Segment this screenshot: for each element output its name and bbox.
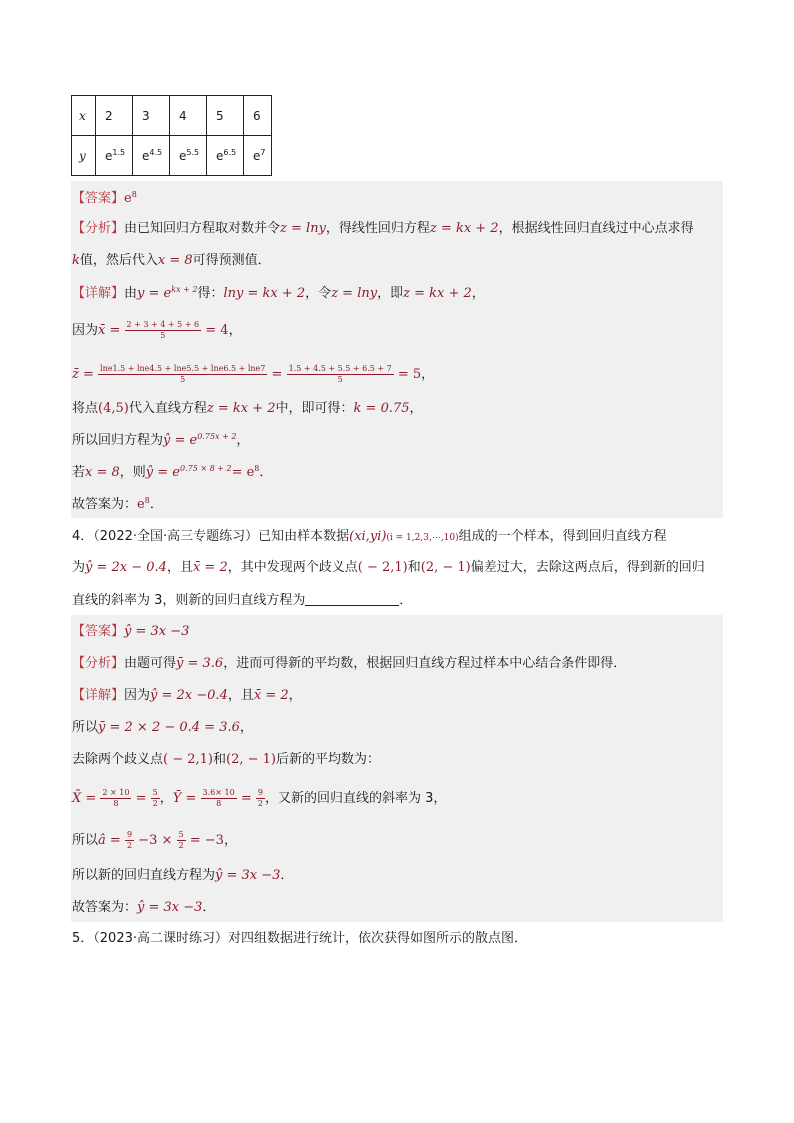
y-base: e [142, 148, 150, 163]
detail-text: 因为 [72, 323, 99, 338]
math-expr: = e [231, 465, 255, 480]
y-cell [133, 136, 170, 176]
analysis-text: ，进而可得新的平均数，根据回归直线方程过样本中心结合条件即得． [223, 656, 627, 671]
math-expr: x̄ = [98, 323, 121, 338]
math-expr: Ȳ = [172, 791, 197, 806]
detail-text: 中，即可得： [275, 401, 354, 416]
math-expr: = [240, 791, 252, 806]
point-line [72, 400, 423, 418]
fraction [125, 830, 134, 851]
detail-text: ， [236, 433, 250, 448]
detail-text: ． [202, 900, 216, 915]
fraction [98, 364, 267, 385]
math-expr: z = kx + 2 [206, 401, 276, 416]
math-expr: = −3 [189, 833, 224, 848]
zbar-line [72, 364, 434, 385]
detail-text: ，即 [377, 286, 404, 301]
stem-text: 4．（2022·全国·高三专题练习）已知由样本数据 [72, 529, 350, 544]
stem-text: 和 [407, 560, 421, 575]
y-cell [207, 136, 244, 176]
answer-line-q4 [72, 623, 189, 641]
analysis-text: 由已知回归方程取对数并令 [124, 221, 281, 236]
detail-text: ， [471, 286, 485, 301]
math-expr: = 4 [205, 323, 229, 338]
stem-text: 组成的一个样本，得到回归直线方程 [458, 529, 667, 544]
detail-text: 所以 [72, 720, 99, 735]
fraction-denominator: 8 [113, 799, 119, 808]
detail-text: 和 [213, 752, 227, 767]
x-cell: 2 [96, 96, 133, 136]
math-expr: (2, − 1) [226, 752, 276, 767]
fraction [256, 788, 265, 809]
x-cell: 5 [207, 96, 244, 136]
detail-text: 若 [72, 465, 86, 480]
math-expr: ŷ = 3x −3 [137, 900, 203, 915]
xbar-line [72, 320, 242, 341]
math-expr: ŷ = e [163, 433, 198, 448]
fraction-denominator: 2 [257, 799, 263, 808]
math-expr: z = lny [280, 221, 326, 236]
y-exponent: 6.5 [223, 147, 237, 157]
math-exponent: 8 [144, 496, 150, 505]
math-expr: ŷ = 2x −0.4 [150, 688, 228, 703]
math-expr: (2, − 1) [420, 560, 471, 575]
answer-value: e [124, 191, 132, 206]
math-exponent: 0.75 × 8 + 2 [180, 464, 232, 473]
math-expr: x = 8 [85, 465, 120, 480]
detail-text: 所以新的回归直线方程为 [72, 868, 216, 883]
intercept-line [72, 830, 237, 851]
fraction-denominator: 2 [126, 841, 133, 850]
analysis-line-q4 [72, 655, 626, 673]
detail-text: ． [280, 868, 294, 883]
x-header: x [72, 96, 96, 136]
detail-text: ， [288, 688, 302, 703]
detail-tag: 【详解】 [72, 286, 125, 301]
analysis-text: 可得预测值． [192, 253, 271, 268]
detail-text: 因为 [124, 688, 151, 703]
y-base: e [179, 148, 187, 163]
fraction [201, 788, 237, 809]
x-cell: 3 [133, 96, 170, 136]
analysis-text: ，得线性回归方程 [325, 221, 430, 236]
analysis-line2-q3 [72, 252, 271, 270]
math-expr: ȳ = 2 × 2 − 0.4 = 3.6 [98, 720, 240, 735]
analysis-line-q3 [72, 220, 694, 238]
final-answer-line-q4 [72, 899, 215, 917]
analysis-text: 由题可得 [124, 656, 177, 671]
fraction [287, 364, 394, 385]
math-expr: z = kx + 2 [403, 286, 472, 301]
math-expr: ( − 2,1) [357, 560, 408, 575]
question-4-stem-line1 [72, 528, 667, 547]
stem-text: ，其中发现两个歧义点 [227, 560, 358, 575]
answer-value: ŷ = 3x −3 [124, 624, 190, 639]
fraction-denominator: 8 [216, 799, 222, 808]
final-answer-line-q3 [72, 496, 163, 514]
math-expr: (4,5) [98, 401, 129, 416]
fraction-numerator: 2 × 10 [102, 788, 130, 797]
math-expr: y = e [137, 286, 172, 301]
fraction [125, 320, 202, 341]
y-cell [96, 136, 133, 176]
y-base: e [216, 148, 224, 163]
math-exponent: kx + 2 [171, 285, 198, 294]
stem-text: 为 [72, 560, 86, 575]
remove-line [72, 751, 380, 769]
stem-text: 5．（2023·高二课时练习）对四组数据进行统计，依次获得如图所示的散点图． [72, 931, 527, 946]
fraction [100, 788, 131, 809]
fraction-numerator: 1.5 + 4.5 + 5.5 + 6.5 + 7 [288, 364, 392, 373]
math-expr: z = lny [331, 286, 378, 301]
detail-text: 代入直线方程 [128, 401, 207, 416]
fraction-numerator: 3.6× 10 [202, 788, 235, 797]
fraction-denominator: 5 [337, 375, 343, 384]
math-expr: ŷ = 3x −3 [215, 868, 281, 883]
math-expr: (xi,yi) [349, 529, 387, 544]
detail-text: ． [259, 465, 273, 480]
math-expr: = [271, 367, 283, 382]
question-4-stem-line2 [72, 559, 705, 577]
detail-line-q3 [72, 285, 485, 303]
x-cell: 4 [170, 96, 207, 136]
math-expr: e [137, 497, 145, 512]
x-cell: 6 [244, 96, 272, 136]
y-exponent: 4.5 [149, 147, 163, 157]
math-expr: = [135, 791, 147, 806]
detail-text: ， [421, 367, 435, 382]
y-header: y [72, 136, 96, 176]
fraction-numerator: 5 [152, 788, 158, 797]
regression-line [72, 432, 249, 450]
answer-blank[interactable] [305, 591, 399, 606]
detail-line-q4 [72, 687, 302, 705]
fraction [151, 788, 160, 809]
y-exponent: 1.5 [112, 147, 126, 157]
math-exponent: 8 [254, 464, 260, 473]
new-regression-line [72, 867, 293, 885]
math-expr: x̄ = 2 [192, 560, 228, 575]
detail-text: ， [159, 791, 173, 806]
ybar-line [72, 719, 253, 737]
math-expr: X̄ = [72, 791, 97, 806]
fraction-numerator: lne1.5 + lne4.5 + lne5.5 + lne6.5 + lne7 [100, 364, 266, 373]
math-expr: x = 8 [157, 253, 193, 268]
detail-text: 去除两个歧义点 [72, 752, 164, 767]
detail-text: 由 [124, 286, 138, 301]
detail-text: 将点 [72, 401, 99, 416]
math-expr: â = [98, 833, 121, 848]
math-expr: z = kx + 2 [429, 221, 499, 236]
table-row-y [72, 136, 272, 176]
detail-text: ，则 [119, 465, 146, 480]
fraction-numerator: 9 [126, 830, 133, 839]
detail-text: ，又新的回归直线的斜率为 3， [264, 791, 447, 806]
y-cell [244, 136, 272, 176]
analysis-text: 值，然后代入 [79, 253, 158, 268]
fraction-denominator: 5 [180, 375, 186, 384]
analysis-tag: 【分析】 [72, 221, 125, 236]
math-expr: ŷ = 2x − 0.4 [85, 560, 167, 575]
math-expr: −3 × [138, 833, 173, 848]
detail-text: ． [149, 497, 163, 512]
math-expr: x̄ = 2 [253, 688, 289, 703]
fraction-denominator: 2 [178, 841, 184, 850]
detail-tag: 【详解】 [72, 688, 125, 703]
math-expr: = 5 [397, 367, 422, 382]
analysis-text: ，根据线性回归直线过中心点求得 [498, 221, 694, 236]
fraction-denominator: 2 [152, 799, 158, 808]
detail-text: 得： [197, 286, 224, 301]
answer-line-q3 [72, 190, 137, 208]
math-expr: (i = 1,2,3,⋯,10) [386, 533, 459, 543]
stem-text: ． [399, 593, 413, 608]
stem-text: 偏差过大，去除这两点后，得到新的回归 [470, 560, 705, 575]
table-row-x [72, 96, 272, 136]
detail-text: ， [239, 720, 253, 735]
y-base: e [105, 148, 113, 163]
fraction-numerator: 2 + 3 + 4 + 5 + 6 [126, 320, 200, 329]
question-4-stem-line3 [72, 591, 412, 610]
detail-text: 故答案为： [72, 497, 138, 512]
stem-text: ，且 [166, 560, 193, 575]
answer-exponent: 8 [131, 190, 137, 199]
detail-text: 故答案为： [72, 900, 138, 915]
mean-line [72, 788, 446, 809]
math-expr: ( − 2,1) [163, 752, 213, 767]
question-5-stem [72, 930, 527, 948]
y-base: e [253, 148, 261, 163]
fraction [177, 830, 186, 851]
math-expr: ȳ = 3.6 [176, 656, 224, 671]
stem-text: 直线的斜率为 3，则新的回归直线方程为 [72, 593, 306, 608]
detail-text: 所以回归方程为 [72, 433, 164, 448]
detail-text: 所以 [72, 833, 99, 848]
fraction-numerator: 9 [257, 788, 263, 797]
detail-text: 后新的平均数为： [276, 752, 381, 767]
fraction-numerator: 5 [178, 830, 184, 839]
fraction-denominator: 5 [160, 331, 166, 340]
math-expr: ŷ = e [145, 465, 180, 480]
y-cell [170, 136, 207, 176]
data-table [71, 95, 272, 176]
detail-text: ， [223, 833, 237, 848]
math-expr: k = 0.75 [353, 401, 410, 416]
math-exponent: 0.75x + 2 [197, 432, 237, 441]
if-line [72, 464, 272, 482]
math-expr: lny = kx + 2 [223, 286, 306, 301]
math-expr: k [72, 253, 80, 268]
detail-text: ，且 [227, 688, 254, 703]
detail-text: ，令 [305, 286, 332, 301]
y-exponent: 5.5 [186, 147, 200, 157]
detail-text: ， [409, 401, 423, 416]
answer-tag: 【答案】 [72, 191, 125, 206]
analysis-tag: 【分析】 [72, 656, 125, 671]
answer-tag: 【答案】 [72, 624, 125, 639]
math-expr: z̄ = [72, 367, 94, 382]
detail-text: ， [228, 323, 242, 338]
y-exponent: 7 [260, 147, 266, 157]
